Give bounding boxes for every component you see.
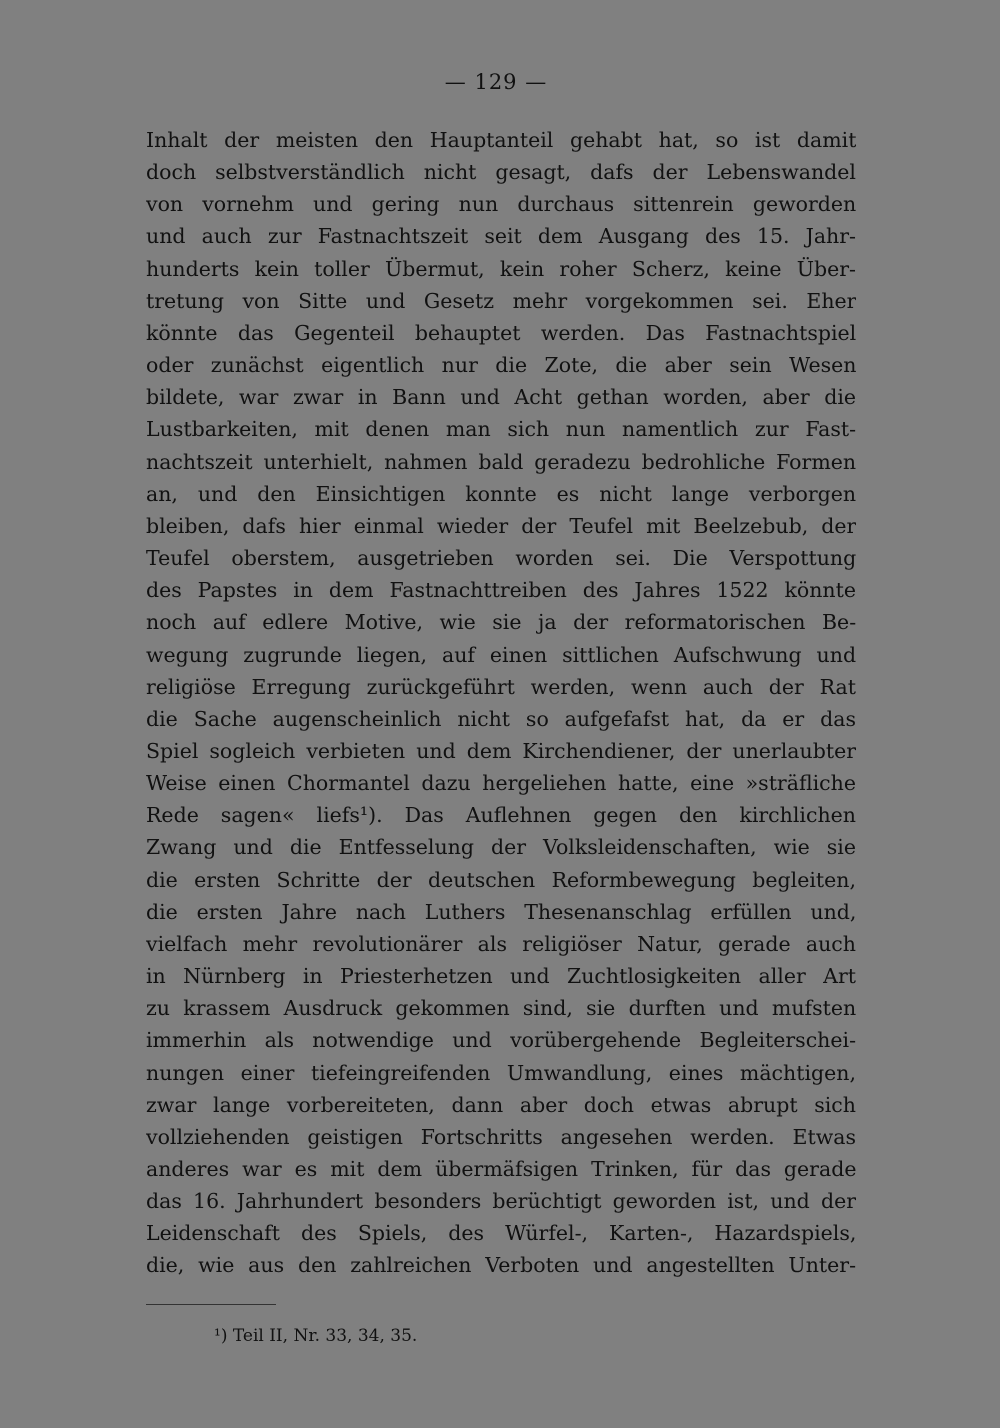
text-line: immerhin als notwendige und vorübergehende Begleiterschei- bbox=[146, 1028, 856, 1053]
text-line: oder zunächst eigentlich nur die Zote, die aber sein Wesen bbox=[146, 353, 856, 378]
text-line: Inhalt der meisten den Hauptanteil gehabt hat, so ist damit bbox=[146, 128, 856, 152]
text-line: Weise einen Chormantel dazu hergeliehen hatte, eine »sträfliche bbox=[146, 771, 856, 796]
body-paragraph bbox=[146, 124, 856, 1282]
text-line: noch auf edlere Motive, wie sie ja der reformatorischen Be- bbox=[146, 610, 856, 635]
text-line: anderes war es mit dem übermäfsigen Trinken, für das gerade bbox=[146, 1157, 856, 1181]
text-line: an, und den Einsichtigen konnte es nicht lange verborgen bbox=[146, 481, 856, 506]
text-line: die ersten Jahre nach Luthers Thesenanschlag erfüllen und, bbox=[146, 899, 856, 924]
text-line: bleiben, dafs hier einmal wieder der Teufel mit Beelzebub, der bbox=[146, 513, 856, 538]
text-line: die, wie aus den zahlreichen Verboten und angestellten Unter- bbox=[146, 1253, 856, 1278]
text-line: zwar lange vorbereiteten, dann aber doch etwas abrupt sich bbox=[146, 1092, 856, 1117]
text-line: doch selbstverständlich nicht gesagt, dafs der Lebenswandel bbox=[146, 160, 856, 185]
text-line: Teufel oberstem, ausgetrieben worden sei. Die Verspottung bbox=[146, 546, 856, 571]
footnote-marker: ¹) bbox=[214, 1326, 228, 1346]
text-line: des Papstes in dem Fastnachttreiben des Jahres 1522 könnte bbox=[146, 578, 856, 603]
text-line: wegung zugrunde liegen, auf einen sittlichen Aufschwung und bbox=[146, 642, 856, 667]
text-line: vielfach mehr revolutionärer als religiöser Natur, gerade auch bbox=[146, 931, 856, 956]
text-line: von vornehm und gering nun durchaus sittenrein geworden bbox=[146, 192, 856, 217]
text-line: das 16. Jahrhundert besonders berüchtigt geworden ist, und der bbox=[146, 1189, 856, 1214]
text-line: die Sache augenscheinlich nicht so aufgefafst hat, da er das bbox=[146, 706, 856, 731]
text-line: Rede sagen« liefs¹). Das Auflehnen gegen den kirchlichen bbox=[146, 803, 856, 828]
text-line: vollziehenden geistigen Fortschritts angesehen werden. Etwas bbox=[146, 1124, 856, 1149]
page-number: — 129 — bbox=[444, 70, 548, 94]
text-line: religiöse Erregung zurückgeführt werden, wenn auch der Rat bbox=[146, 674, 856, 699]
text-line: in Nürnberg in Priesterhetzen und Zuchtlosigkeiten aller Art bbox=[146, 964, 856, 989]
text-line: Spiel sogleich verbieten und dem Kirchendiener, der unerlaubter bbox=[146, 738, 856, 763]
text-line: Leidenschaft des Spiels, des Würfel-, Karten-, Hazardspiels, bbox=[146, 1221, 856, 1246]
text-line: bildete, war zwar in Bann und Acht gethan worden, aber die bbox=[146, 385, 856, 410]
text-line: nachtszeit unterhielt, nahmen bald geradezu bedrohliche Formen bbox=[146, 449, 856, 474]
text-line: und auch zur Fastnachtszeit seit dem Ausgang des 15. Jahr- bbox=[146, 224, 856, 249]
footnote-text: Teil II, Nr. 33, 34, 35. bbox=[232, 1326, 418, 1346]
footnote bbox=[214, 1324, 417, 1348]
text-line: hunderts kein toller Übermut, kein roher Scherz, keine Über- bbox=[146, 256, 856, 281]
text-line: Lustbarkeiten, mit denen man sich nun namentlich zur Fast- bbox=[146, 417, 856, 442]
footnote-divider bbox=[146, 1304, 276, 1305]
text-line: könnte das Gegenteil behauptet werden. Das Fastnachtspiel bbox=[146, 320, 856, 345]
text-line: zu krassem Ausdruck gekommen sind, sie durften und mufsten bbox=[146, 996, 856, 1021]
text-line: die ersten Schritte der deutschen Reformbewegung begleiten, bbox=[146, 867, 856, 892]
text-line: tretung von Sitte und Gesetz mehr vorgekommen sei. Eher bbox=[146, 288, 856, 313]
text-line: nungen einer tiefeingreifenden Umwandlung, eines mächtigen, bbox=[146, 1060, 856, 1085]
text-line: Zwang und die Entfesselung der Volksleidenschaften, wie sie bbox=[146, 835, 856, 860]
